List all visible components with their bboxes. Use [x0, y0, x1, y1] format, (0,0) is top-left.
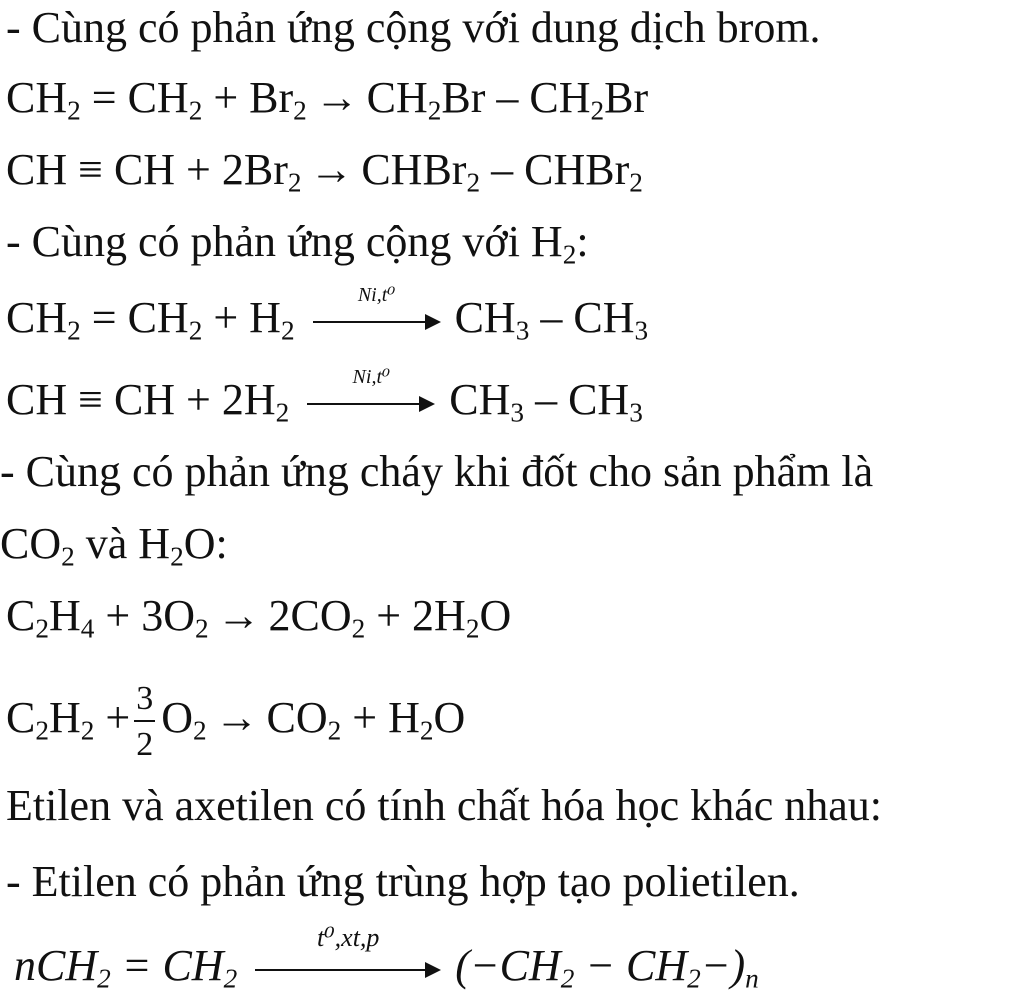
subscript: 2: [465, 613, 480, 644]
subscript: 2: [35, 613, 49, 644]
reaction-condition: Ni,t⁰: [357, 283, 396, 306]
hydrogen-addition-heading: [6, 217, 589, 270]
condition-arrow-icon: [255, 922, 441, 985]
condition-arrow-icon: [313, 283, 441, 337]
reaction-arrow-icon: →: [314, 73, 359, 122]
reaction-arrow-icon: →: [309, 145, 354, 194]
text-segment: - Cùng có phản ứng cháy khi đốt cho sản phẩm là: [0, 447, 874, 496]
subscript: 2: [466, 167, 481, 198]
text-segment: − CH: [574, 941, 688, 990]
text-segment: CH: [6, 73, 68, 122]
combustion-products-line: [0, 519, 228, 572]
subscript: 2: [629, 167, 643, 198]
acetylene-hydrogen-equation: [6, 365, 643, 428]
reaction-arrow-icon: →: [216, 591, 261, 640]
text-segment: + Br: [202, 73, 294, 122]
subscript: 2: [293, 95, 307, 126]
text-segment: CHBr: [361, 145, 467, 194]
fraction-numerator: 3: [134, 682, 155, 722]
text-segment: – CH: [529, 293, 635, 342]
text-segment: H: [49, 591, 81, 640]
condition-arrow-icon: [307, 365, 435, 419]
subscript: 2: [193, 715, 207, 746]
text-segment: C: [6, 591, 36, 640]
subscript: 2: [195, 613, 209, 644]
polymerization-equation: [14, 922, 759, 994]
subscript: 2: [419, 715, 434, 746]
text-segment: – CH: [524, 375, 630, 424]
reaction-condition: Ni,t⁰: [352, 365, 391, 388]
text-segment: O: [161, 693, 194, 743]
arrow-head: [425, 962, 441, 978]
text-segment: C: [6, 693, 36, 743]
arrow-shaft: [255, 969, 435, 971]
text-segment: CO: [0, 519, 62, 568]
text-segment: O: [433, 693, 466, 743]
text-segment: - Etilen có phản ứng trùng hợp tạo polietilen.: [6, 857, 800, 906]
text-segment: nCH: [14, 941, 98, 990]
arrow-shaft: [307, 403, 429, 405]
bromine-addition-heading: [6, 3, 821, 52]
text-segment: −): [700, 941, 746, 990]
text-segment: O: [479, 591, 512, 640]
subscript: 2: [590, 95, 605, 126]
text-segment: CO: [266, 693, 328, 743]
ethylene-bromine-equation: [6, 73, 649, 126]
text-segment: CH: [449, 375, 511, 424]
combustion-heading: [0, 447, 874, 496]
text-segment: + H: [202, 293, 281, 342]
ethylene-combustion-equation: [6, 591, 512, 644]
text-segment: = CH: [110, 941, 224, 990]
text-segment: (−CH: [455, 941, 561, 990]
subscript: 2: [67, 315, 81, 346]
subscript: 3: [515, 315, 530, 346]
text-segment: Etilen và axetilen có tính chất hóa học khác nhau:: [6, 781, 883, 830]
text-segment: O:: [183, 519, 228, 568]
text-segment: Br: [604, 73, 649, 122]
subscript: 2: [275, 397, 290, 428]
text-segment: +: [94, 693, 131, 743]
text-segment: CH: [6, 293, 68, 342]
subscript: 2: [170, 541, 184, 572]
text-segment: + 2H: [365, 591, 466, 640]
subscript: 4: [80, 613, 95, 644]
subscript: 2: [280, 315, 295, 346]
subscript: 2: [223, 963, 238, 994]
acetylene-combustion-equation: [6, 682, 465, 762]
text-segment: + 3O: [94, 591, 196, 640]
subscript: 2: [427, 95, 442, 126]
reaction-arrow-icon: →: [214, 693, 259, 743]
text-segment: CH: [454, 293, 516, 342]
reaction-condition: t⁰,xt,p: [317, 922, 380, 952]
subscript: 2: [61, 541, 75, 572]
text-segment: :: [576, 217, 589, 266]
subscript: 2: [351, 613, 366, 644]
text-segment: H: [49, 693, 81, 743]
subscript: 2: [188, 315, 203, 346]
text-segment: + H: [341, 693, 420, 743]
text-segment: = CH: [80, 293, 189, 342]
subscript: n: [745, 963, 759, 994]
subscript: 2: [97, 963, 111, 994]
subscript: 2: [35, 715, 49, 746]
arrow-shaft: [313, 321, 435, 323]
arrow-head: [419, 396, 435, 412]
subscript: 3: [629, 397, 643, 428]
subscript: 2: [188, 95, 203, 126]
text-segment: - Cùng có phản ứng cộng với dung dịch brom.: [6, 3, 821, 52]
text-segment: và H: [74, 519, 171, 568]
subscript: 2: [287, 167, 302, 198]
differences-heading: [6, 781, 883, 830]
text-segment: - Cùng có phản ứng cộng với H: [6, 217, 563, 266]
arrow-head: [425, 314, 441, 330]
text-segment: CH ≡ CH + 2H: [6, 375, 276, 424]
text-segment: CH ≡ CH + 2Br: [6, 145, 288, 194]
text-segment: CH: [366, 73, 428, 122]
subscript: 3: [634, 315, 649, 346]
text-segment: – CHBr: [480, 145, 630, 194]
text-segment: 2CO: [268, 591, 352, 640]
text-segment: Br – CH: [441, 73, 591, 122]
ethylene-hydrogen-equation: [6, 283, 649, 346]
subscript: 2: [327, 715, 342, 746]
acetylene-bromine-equation: [6, 145, 643, 198]
text-segment: = CH: [80, 73, 189, 122]
fraction-denominator: 2: [136, 726, 154, 763]
subscript: 2: [67, 95, 81, 126]
subscript: 3: [510, 397, 525, 428]
subscript: 2: [560, 963, 575, 994]
subscript: 2: [687, 963, 701, 994]
fraction: [134, 682, 155, 762]
subscript: 2: [80, 715, 95, 746]
polymerization-heading: [6, 857, 800, 906]
subscript: 2: [562, 239, 577, 270]
